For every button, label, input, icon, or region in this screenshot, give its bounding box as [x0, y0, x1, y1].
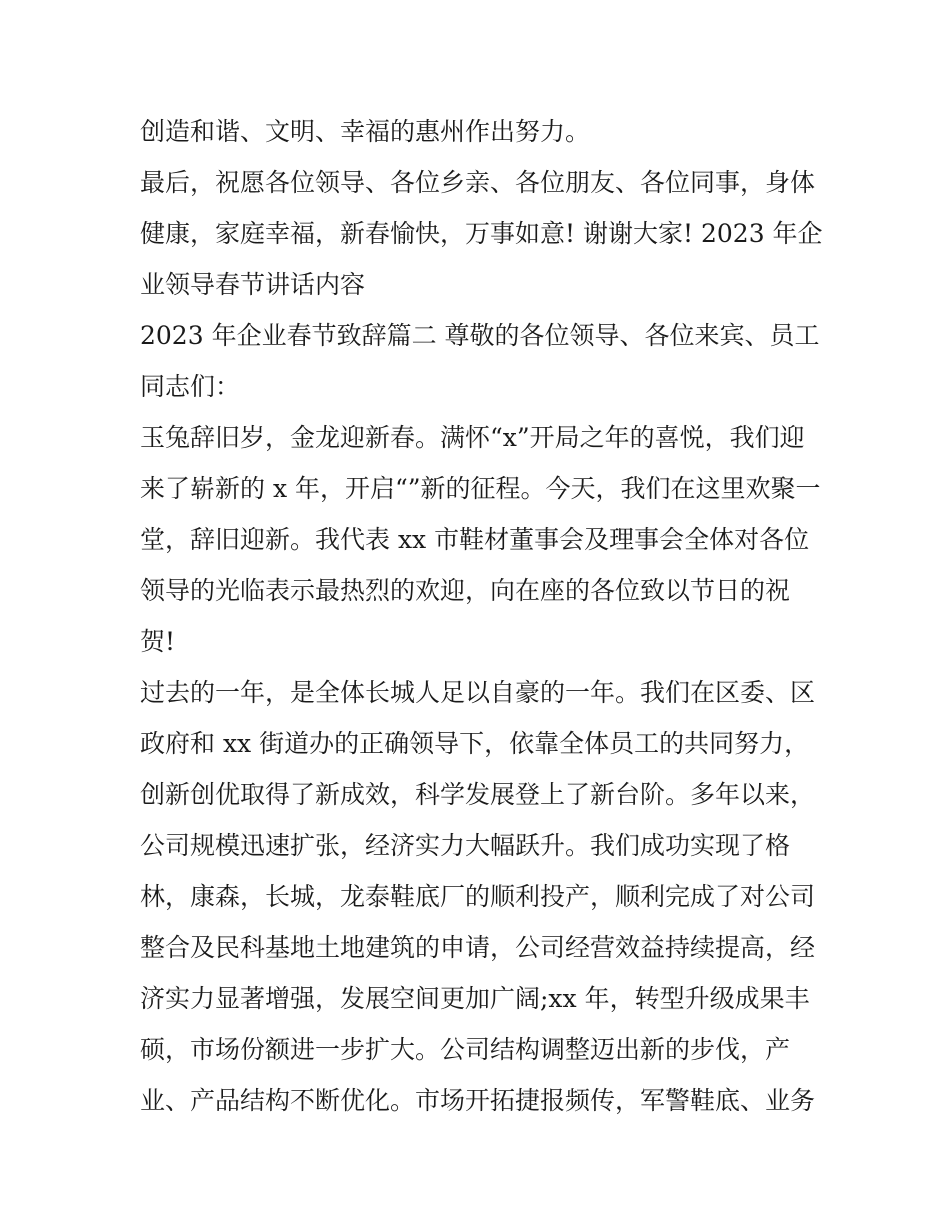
- text-line: 公司规模迅速扩张，经济实力大幅跃升。我们成功实现了格: [140, 831, 791, 860]
- text-line: 政府和 xx 街道办的正确领导下，依靠全体员工的共同努力，: [140, 729, 810, 758]
- document-body: [140, 106, 823, 1126]
- text-line: 最后，祝愿各位领导、各位乡亲、各位朋友、各位同事，身体: [140, 168, 816, 197]
- text-line: 玉兔辞旧岁，金龙迎新春。满怀“x”开局之年的喜悦，我们迎: [140, 423, 805, 452]
- text-line: 同志们：: [140, 372, 241, 401]
- text-line: 堂，辞旧迎新。我代表 xx 市鞋材董事会及理事会全体对各位: [140, 525, 810, 554]
- text-line: 林，康森，长城，龙泰鞋底厂的顺利投产，顺利完成了对公司: [140, 882, 816, 911]
- text-line: 领导的光临表示最热烈的欢迎，向在座的各位致以节日的祝: [140, 576, 791, 605]
- text-line: 济实力显著增强，发展空间更加广阔;xx 年，转型升级成果丰: [140, 984, 810, 1013]
- text-line: 创造和谐、文明、幸福的惠州作出努力。: [140, 117, 591, 146]
- text-line: 来了崭新的 x 年，开启“”新的征程。今天，我们在这里欢聚一: [140, 474, 821, 503]
- text-line: 健康，家庭幸福，新春愉快，万事如意! 谢谢大家! 2023 年企: [140, 219, 823, 248]
- text-line: 贺!: [140, 627, 176, 656]
- text-line: 2023 年企业春节致辞篇二 尊敬的各位领导、各位来宾、员工: [140, 321, 820, 350]
- text-line: 过去的一年，是全体长城人足以自豪的一年。我们在区委、区: [140, 678, 816, 707]
- text-line: 硕，市场份额进一步扩大。公司结构调整迈出新的步伐，产: [140, 1035, 791, 1064]
- text-line: 业领导春节讲话内容: [140, 270, 366, 299]
- text-line: 整合及民科基地土地建筑的申请，公司经营效益持续提高，经: [140, 933, 816, 962]
- text-line: 创新创优取得了新成效，科学发展登上了新台阶。多年以来，: [140, 780, 816, 809]
- text-line: 业、产品结构不断优化。市场开拓捷报频传，军警鞋底、业务: [140, 1086, 816, 1115]
